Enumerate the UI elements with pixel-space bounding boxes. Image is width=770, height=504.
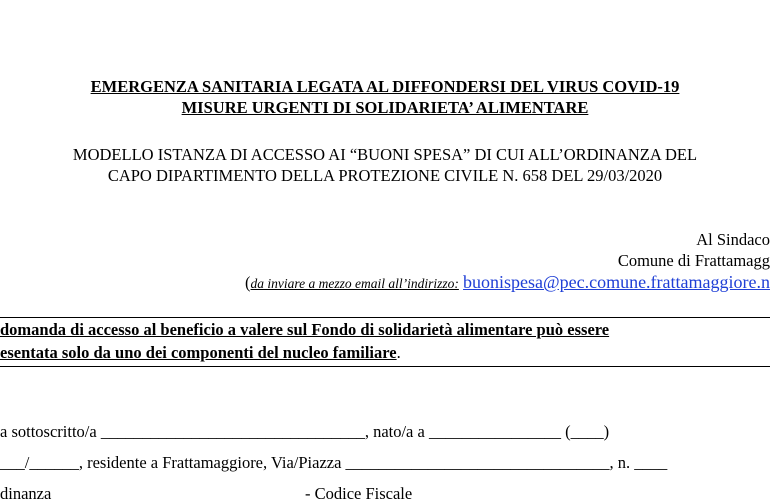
notice-bottom-rule xyxy=(0,366,770,367)
form-row-name-birth: a sottoscritto/a ________________________________, nato/a a ________________ (____) xyxy=(0,422,610,441)
page-title-line-1: EMERGENZA SANITARIA LEGATA AL DIFFONDERSI DEL VIRUS COVID-19 xyxy=(90,77,680,96)
recipient-municipality: Comune di Frattamagg xyxy=(617,251,770,270)
form-row-fiscal-code-label: - Codice Fiscale xyxy=(305,484,413,503)
recipient-title: Al Sindaco xyxy=(696,230,770,249)
form-row-residence-label: dinanza xyxy=(0,484,52,503)
notice-line-2-period: . xyxy=(396,343,401,362)
email-note-paren: ( xyxy=(245,273,251,292)
email-note xyxy=(245,272,770,293)
subtitle-line-2: CAPO DIPARTIMENTO DELLA PROTEZIONE CIVILE N. 658 DEL 29/03/2020 xyxy=(107,166,663,185)
notice-top-rule xyxy=(0,317,770,318)
email-note-text: da inviare a mezzo email all’indirizzo: xyxy=(250,276,459,291)
notice-line-2-text: esentata solo da uno dei componenti del nucleo familiare xyxy=(0,343,397,362)
notice-line-2 xyxy=(0,343,401,363)
subtitle-line-1: MODELLO ISTANZA DI ACCESSO AI “BUONI SPESA” DI CUI ALL’ORDINANZA DEL xyxy=(72,145,698,164)
email-link[interactable]: buonispesa@pec.comune.frattamaggiore.n xyxy=(463,272,770,292)
page-title-line-2: MISURE URGENTI DI SOLIDARIETA’ ALIMENTARE xyxy=(181,98,589,117)
notice-line-1: domanda di accesso al beneficio a valere sul Fondo di solidarietà alimentare può essere xyxy=(0,320,610,339)
form-row-residence: ___/______, residente a Frattamaggiore, Via/Piazza ________________________________, n. ____ xyxy=(0,453,668,472)
